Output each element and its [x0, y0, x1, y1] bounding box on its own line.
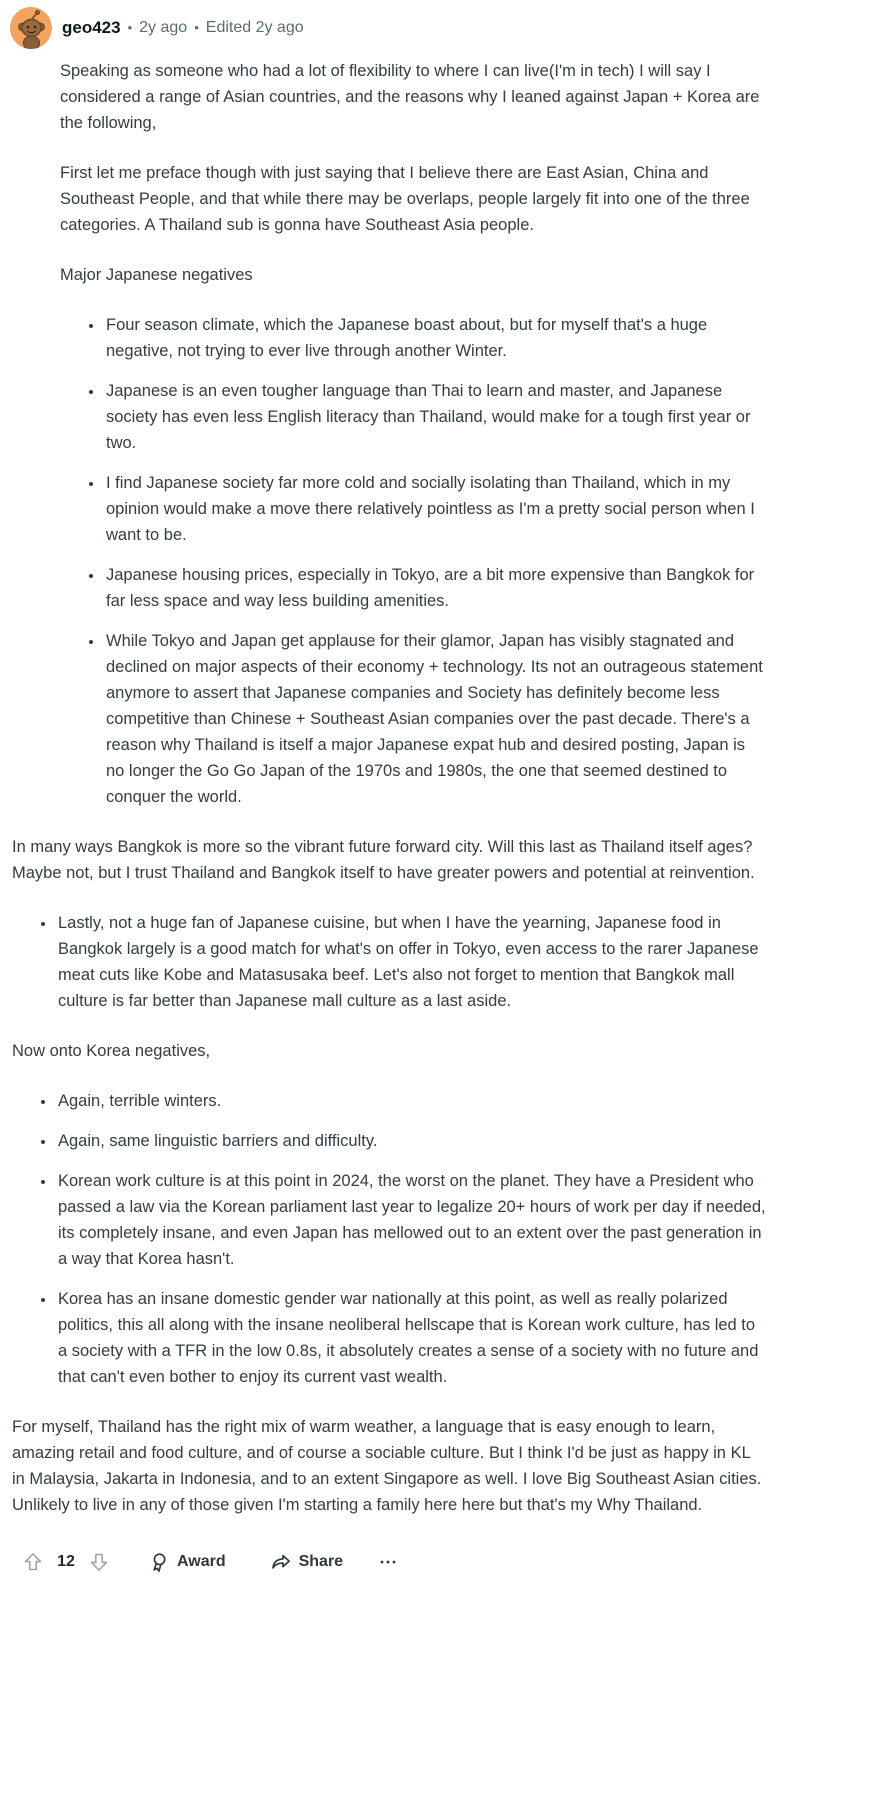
korea-negatives-heading: Now onto Korea negatives, — [12, 1042, 211, 1060]
paragraph-bangkok: In many ways Bangkok is more so the vibrant future forward city. Will this last as Thailand itself ages? Maybe not, but I trust Thailand and Bangkok itself to have greater powers and potential at reinvention. — [12, 838, 755, 882]
list-item: • Japanese is an even tougher language than Thai to learn and master, and Japanese society has even less English literacy than Thailand, would make for a tough first year or two. — [104, 378, 766, 456]
award-icon — [148, 1551, 170, 1573]
award-button[interactable] — [144, 1547, 230, 1577]
upvote-icon — [22, 1551, 44, 1573]
paragraph-intro: Speaking as someone who had a lot of flexibility to where I can live(I'm in tech) I will say I considered a range of Asian countries, and the reasons why I leaned against Japan + Korea are the following, — [60, 62, 760, 132]
list-item: • Japanese housing prices, especially in Tokyo, are a bit more expensive than Bangkok for far less space and way less building amenities. — [104, 562, 766, 614]
award-label: Award — [177, 1553, 226, 1570]
list-item: • Again, terrible winters. — [56, 1088, 766, 1114]
paragraph-preface: First let me preface though with just saying that I believe there are East Asian, China and Southeast People, and that while there may be overlaps, people largely fit into one of the three categories. A Thailand sub is gonna have Southeast Asia people. — [60, 164, 750, 234]
list-item: • While Tokyo and Japan get applause for their glamor, Japan has visibly stagnated and declined on major aspects of their economy + technology. Its not an outrageous statement anymore to assert that Japanese companies and Society has definitely become less competitive than Chinese + Southeast Asian companies over the past decade. There's a reason why Thailand is itself a major Japanese expat hub and desired posting, Japan is no longer the Go Go Japan of the 1970s and 1980s, the one that seemed destined to conquer the world. — [104, 628, 766, 810]
share-button[interactable] — [266, 1547, 347, 1577]
comment-body — [0, 50, 888, 1518]
downvote-button[interactable] — [84, 1547, 114, 1577]
comment-body-indented-section — [60, 58, 766, 810]
list-item: • I find Japanese society far more cold and socially isolating than Thailand, which in my opinion would make a move there relatively pointless as I'm a pretty social person when I want to be. — [104, 470, 766, 548]
comment-action-bar — [0, 1542, 888, 1582]
list-item: • Korea has an insane domestic gender war nationally at this point, as well as really polarized politics, this all along with the insane neoliberal hellscape that is Korean work culture, has led to a society with a TFR in the low 0.8s, it absolutely creates a sense of a society with no future and that can't even bother to enjoy its current vast wealth. — [56, 1286, 766, 1390]
avatar[interactable] — [10, 7, 52, 49]
list-item: • Four season climate, which the Japanese boast about, but for myself that's a huge negative, not trying to ever live through another Winter. — [104, 312, 766, 364]
snoo-avatar-icon — [10, 7, 52, 49]
japan-negatives-list — [60, 312, 766, 810]
edited-age: Edited 2y ago — [205, 19, 304, 36]
downvote-icon — [88, 1551, 110, 1573]
japan-negatives-heading: Major Japanese negatives — [60, 266, 253, 284]
list-item: • Korean work culture is at this point in 2024, the worst on the planet. They have a President who passed a law via the Korean parliament last year to legalize 20+ hours of work per day if needed, its completely insane, and even Japan has mellowed out to an extent over the past generation in a way that Korea hasn't. — [56, 1168, 766, 1272]
more-options-button[interactable] — [373, 1547, 403, 1577]
japan-extra-list — [12, 910, 766, 1014]
korea-negatives-list — [12, 1088, 766, 1390]
more-options-icon — [377, 1551, 399, 1573]
meta-separator: • — [194, 19, 199, 35]
share-label: Share — [298, 1553, 344, 1570]
post-age: 2y ago — [139, 19, 188, 36]
vote-count: 12 — [57, 1553, 75, 1570]
meta-separator: • — [127, 19, 133, 35]
list-item: • Lastly, not a huge fan of Japanese cuisine, but when I have the yearning, Japanese food in Bangkok largely is a good match for what's on offer in Tokyo, even access to the rarer Japanese meat cuts like Kobe and Matasusaka beef. Let's also not forget to mention that Bangkok mall culture is far better than Japanese mall culture as a last aside. — [56, 910, 766, 1014]
comment-header — [0, 6, 888, 50]
share-icon — [270, 1551, 292, 1573]
list-item: • Again, same linguistic barriers and difficulty. — [56, 1128, 766, 1154]
paragraph-conclusion: For myself, Thailand has the right mix of warm weather, a language that is easy enough to learn, amazing retail and food culture, and of course a sociable culture. But I think I'd be just as happy in KL in Malaysia, Jakarta in Indonesia, and to an extent Singapore as well. I love Big Southeast Asian cities. Unlikely to live in any of those given I'm starting a family here here but that's my Why Thailand. — [12, 1418, 762, 1514]
upvote-button[interactable] — [18, 1547, 48, 1577]
username[interactable]: geo423 — [62, 18, 121, 37]
